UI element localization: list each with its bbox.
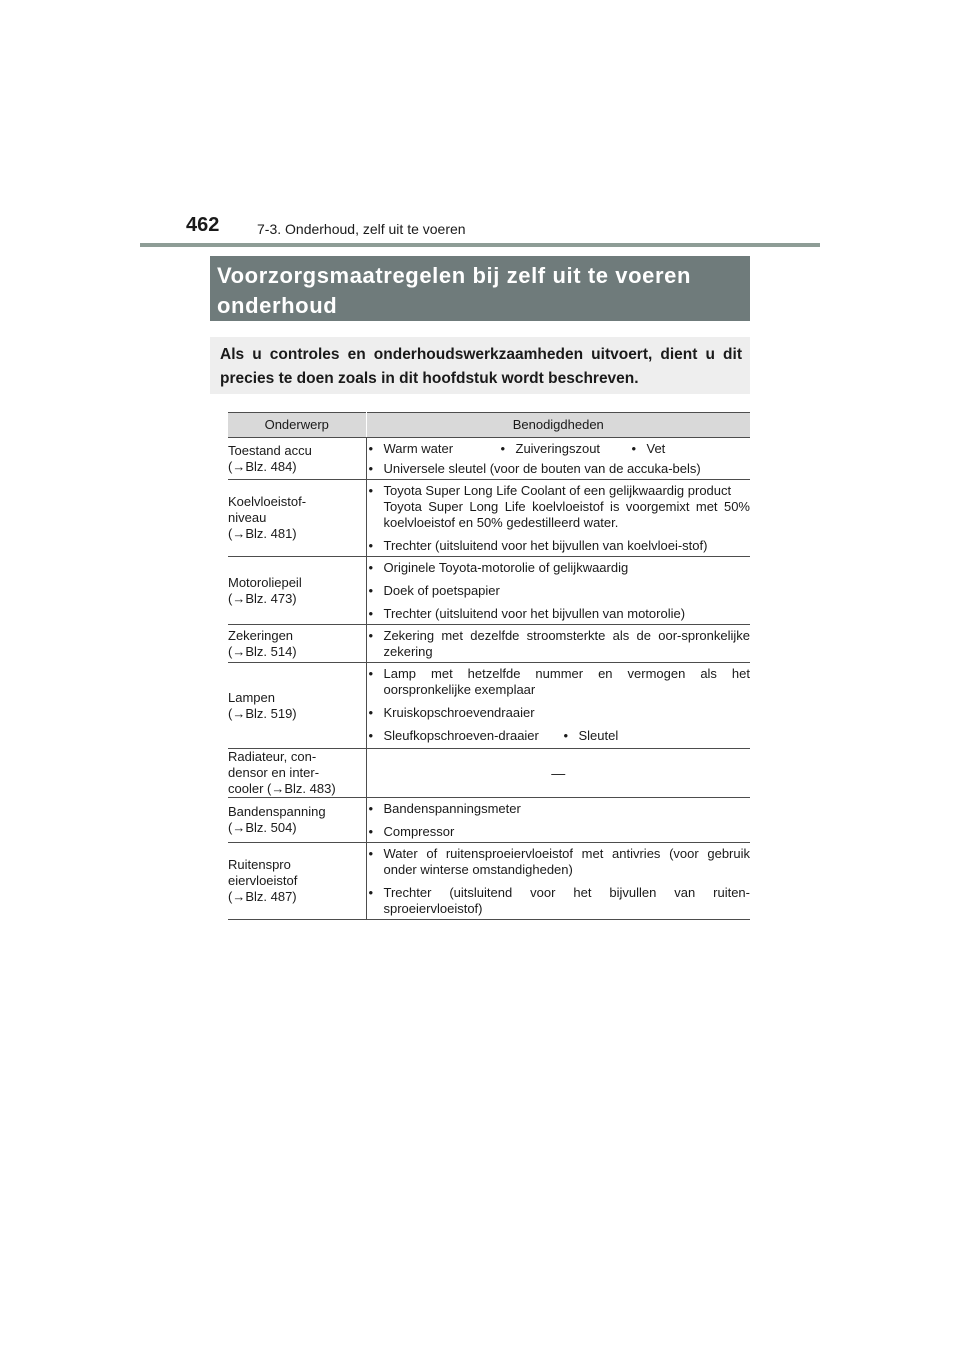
- list-item: • Water of ruitensproeiervloeistof met antivries (voor gebruik onder winterse omstandigheden): [368, 846, 750, 877]
- table-row: [228, 798, 750, 843]
- list-item: • Zuiveringszout: [500, 441, 601, 456]
- list-item: • Lamp met hetzelfde nummer en vermogen als het oorspronkelijke exemplaar: [368, 666, 750, 697]
- table-header-row: [228, 413, 750, 438]
- list-item: • Toyota Super Long Life Coolant of een gelijkwaardig product Toyota Super Long Life koelvloeistof is voorgemixt met 50% koelvloeistof en 50% gedestilleerd water.: [368, 483, 750, 530]
- subject-line: Koelvloeistof-: [228, 494, 307, 509]
- list-item: • Warm water: [368, 441, 454, 456]
- subject-line: Motoroliepeil: [228, 574, 302, 590]
- row-subject: [228, 438, 366, 480]
- list-item: • Bandenspanningsmeter: [368, 801, 521, 816]
- intro-text: Als u controles en onderhoudswerkzaamheden uitvoert, dient u dit precies te doen zoals in dit hoofdstuk wordt beschreven.: [210, 337, 750, 394]
- list-item: • Sleufkopschroeven-draaier: [368, 728, 539, 743]
- subject-page-ref: (→Blz. 484): [228, 458, 297, 474]
- header-divider: [140, 243, 820, 247]
- row-requirements: [366, 798, 750, 843]
- list-item: • Zekering met dezelfde stroomsterkte als de oor-spronkelijke zekering: [368, 628, 750, 659]
- table-row: [228, 480, 750, 557]
- row-requirements: [366, 557, 750, 625]
- maintenance-table: [228, 412, 750, 920]
- item-note: Toyota Super Long Life koelvloeistof is voorgemixt met 50% koelvloeistof en 50% gedestilleerd water.: [383, 499, 750, 530]
- table-row: [228, 663, 750, 749]
- subject-page-ref: cooler (→Blz. 483): [228, 781, 336, 796]
- table-row: [228, 843, 750, 920]
- page-number: 462: [186, 214, 220, 236]
- list-item: • Doek of poetspapier: [368, 583, 500, 598]
- subject-line: Ruitenspro: [228, 857, 291, 872]
- table-row: [228, 625, 750, 663]
- list-item: • Trechter (uitsluitend voor het bijvullen van motorolie): [368, 606, 686, 621]
- subject-line: Bandenspanning: [228, 804, 326, 819]
- row-requirements: [366, 843, 750, 920]
- subject-line: eiervloeistof: [228, 873, 298, 888]
- column-header-requirements: Benodigdheden: [366, 413, 750, 438]
- title-line-2: onderhoud: [217, 293, 338, 318]
- table-row: [228, 749, 750, 798]
- subject-page-ref: (→Blz. 514): [228, 643, 297, 659]
- section-header: 7-3. Onderhoud, zelf uit te voeren: [257, 221, 466, 237]
- table-row: [228, 557, 750, 625]
- page-title: [210, 256, 750, 321]
- list-item: • Trechter (uitsluitend voor het bijvullen van koelvloei-stof): [368, 538, 708, 553]
- row-subject: [228, 749, 366, 798]
- subject-line: niveau: [228, 510, 267, 525]
- row-requirements: [366, 663, 750, 749]
- row-requirements-none: —: [366, 749, 750, 798]
- inline-items: [367, 441, 751, 457]
- row-subject: [228, 663, 366, 749]
- subject-line: Zekeringen: [228, 627, 294, 643]
- title-line-1: Voorzorgsmaatregelen bij zelf uit te voeren: [217, 263, 692, 288]
- row-subject: [228, 843, 366, 920]
- list-item: • Trechter (uitsluitend voor het bijvullen van ruiten-sproeiervloeistof): [368, 885, 750, 916]
- subject-line: Lampen: [228, 689, 275, 705]
- row-requirements: [366, 438, 750, 480]
- subject-page-ref: (→Blz. 473): [228, 590, 297, 606]
- row-subject: [228, 798, 366, 843]
- list-item: • Originele Toyota-motorolie of gelijkwaardig: [368, 560, 629, 575]
- subject-page-ref: (→Blz. 504): [228, 820, 297, 835]
- row-requirements: [366, 625, 750, 663]
- inline-items: [367, 728, 751, 744]
- subject-page-ref: (→Blz. 481): [228, 526, 297, 541]
- list-item: • Vet: [631, 441, 666, 456]
- subject-page-ref: (→Blz. 519): [228, 705, 297, 721]
- table-row: [228, 438, 750, 480]
- row-subject: [228, 480, 366, 557]
- subject-page-ref: (→Blz. 487): [228, 889, 297, 904]
- row-requirements: [366, 480, 750, 557]
- column-header-subject: Onderwerp: [228, 413, 366, 438]
- list-item: • Compressor: [368, 824, 455, 839]
- row-subject: [228, 557, 366, 625]
- list-item: • Kruiskopschroevendraaier: [368, 705, 535, 720]
- subject-line: Radiateur, con-: [228, 749, 317, 764]
- row-subject: [228, 625, 366, 663]
- list-item: • Sleutel: [563, 728, 619, 743]
- list-item: • Universele sleutel (voor de bouten van de accuka-bels): [368, 461, 701, 476]
- subject-line: densor en inter-: [228, 765, 320, 780]
- subject-line: Toestand accu: [228, 442, 312, 458]
